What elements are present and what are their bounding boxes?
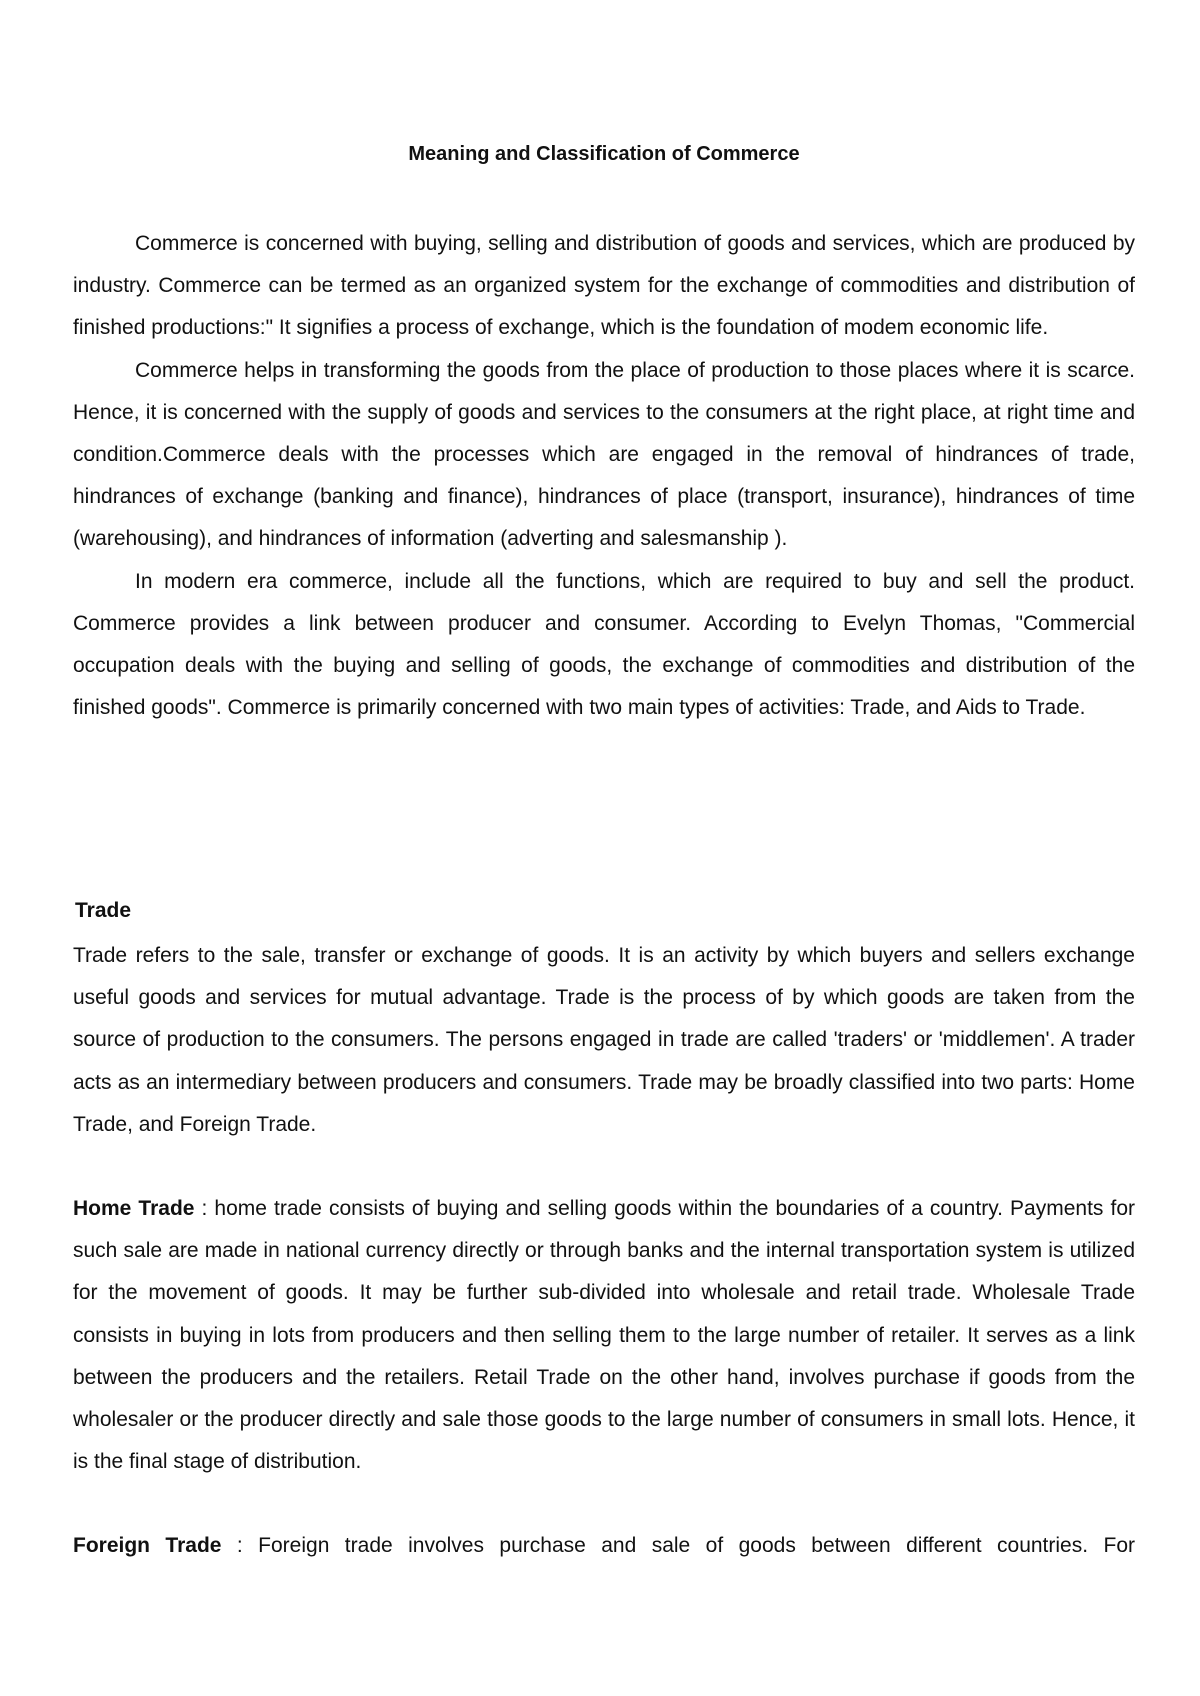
foreign-trade-label: Foreign Trade <box>73 1534 222 1557</box>
intro-paragraph-2: Commerce helps in transforming the goods from the place of production to those places where it is scarce. Hence, it is concerned with the supply of goods and services to the consumers at the right place, at right time and condition.Commerce deals with the processes which are engaged in the removal of hindrances of trade, hindrances of exchange (banking and finance), hindrances of place (transport, insurance), hindrances of time (warehousing), and hindrances of information (adverting and salesmanship ). <box>73 358 1135 551</box>
foreign-trade-paragraph <box>73 1525 1135 1567</box>
home-trade-text: : home trade consists of buying and selling goods within the boundaries of a country. Payments for such sale are made in national currency directly or through banks and the internal transportation system is utilized for the movement of goods. It may be further sub-divided into wholesale and retail trade. Wholesale Trade consists in buying in lots from producers and then selling them to the large number of retailer. It serves as a link between the producers and the retailers. Retail Trade on the other hand, involves purchase if goods from the wholesaler or the producer directly and sale those goods to the large number of consumers in small lots. Hence, it is the final stage of distribution. <box>73 1197 1135 1474</box>
document-title: Meaning and Classification of Commerce <box>408 143 800 165</box>
foreign-trade-text: : Foreign trade involves purchase and sale of goods between different countries. For <box>221 1534 1136 1557</box>
trade-heading: Trade <box>75 899 132 922</box>
intro-paragraph-3: In modern era commerce, include all the functions, which are required to buy and sell the product. Commerce provides a link between producer and consumer. According to Evelyn Thomas, "Commercial occupation deals with the buying and selling of goods, the exchange of commodities and distribution of the finished goods". Commerce is primarily concerned with two main types of activities: Trade, and Aids to Trade. <box>73 569 1135 720</box>
home-trade-label: Home Trade <box>73 1197 195 1220</box>
foreign-trade-section <box>73 1525 1135 1567</box>
intro-section <box>73 223 1135 729</box>
trade-paragraph: Trade refers to the sale, transfer or exchange of goods. It is an activity by which buyers and sellers exchange useful goods and services for mutual advantage. Trade is the process of by which goods are taken from the source of production to the consumers. The persons engaged in trade are called 'traders' or 'middlemen'. A trader acts as an intermediary between producers and consumers. Trade may be broadly classified into two parts: Home Trade, and Foreign Trade. <box>73 944 1135 1136</box>
trade-section <box>73 935 1135 1146</box>
home-trade-paragraph <box>73 1188 1135 1483</box>
intro-paragraph-1: Commerce is concerned with buying, selling and distribution of goods and services, which are produced by industry. Commerce can be termed as an organized system for the exchange of commodities and distribution of finished productions:" It signifies a process of exchange, which is the foundation of modem economic life. <box>73 232 1135 340</box>
home-trade-section <box>73 1188 1135 1483</box>
